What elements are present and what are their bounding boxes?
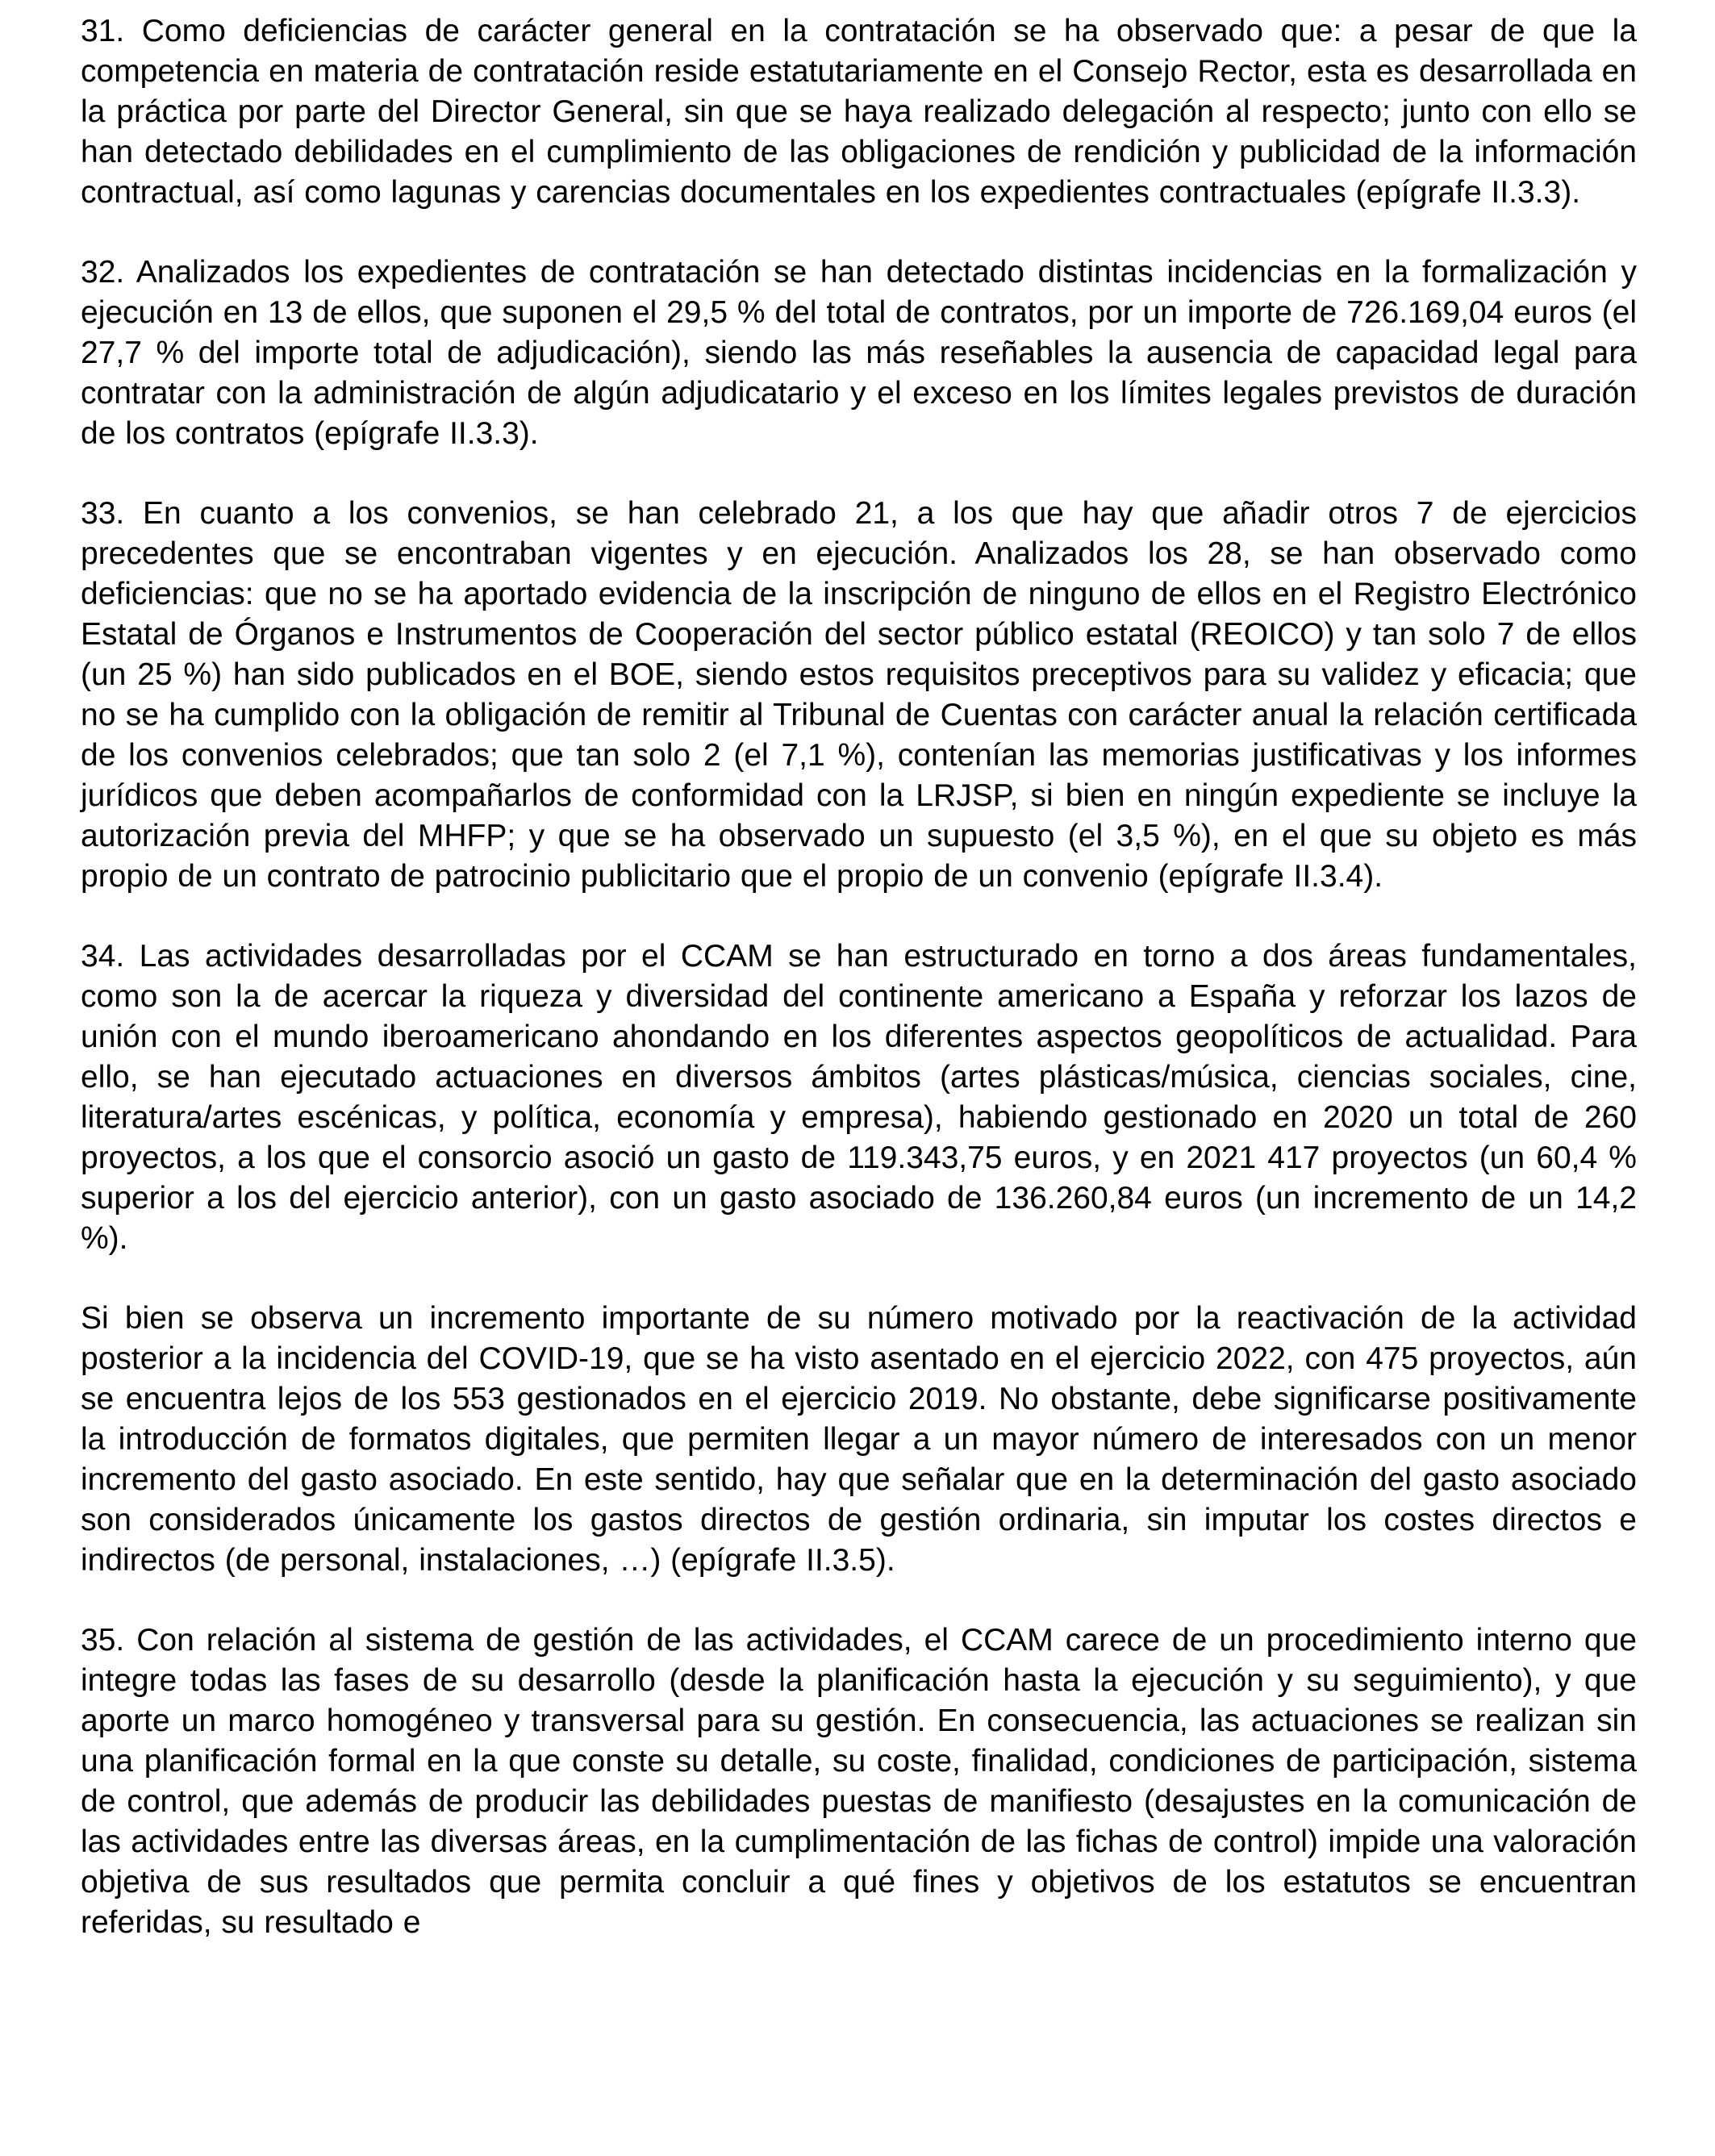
paragraph-34-continuation: Si bien se observa un incremento importante de su número motivado por la reactivación de la actividad posterior a la incidencia del COVID-19, que se ha visto asentado en el ejercicio 2022, con 475 proyectos, aún se encuentra lejos de los 553 gestionados en el ejercicio 2019. No obstante, debe significarse positivamente la introducción de formatos digitales, que permiten llegar a un mayor número de interesados con un menor incremento del gasto asociado. En este sentido, hay que señalar que en la determinación del gasto asociado son considerados únicamente los gastos directos de gestión ordinaria, sin imputar los costes directos e indirectos (de personal, instalaciones, …) (epígrafe II.3.5). xyxy=(81,1301,1637,1578)
paragraph-32: 32. Analizados los expedientes de contratación se han detectado distintas incidencias en la formalización y ejecución en 13 de ellos, que suponen el 29,5 % del total de contratos, por un importe de 726.169,04 euros (el 27,7 % del importe total de adjudicación), siendo las más reseñables la ausencia de capacidad legal para contratar con la administración de algún adjudicatario y el exceso en los límites legales previstos de duración de los contratos (epígrafe II.3.3). xyxy=(81,255,1637,451)
paragraph-33: 33. En cuanto a los convenios, se han celebrado 21, a los que hay que añadir otros 7 de ejercicios precedentes que se encontraban vigentes y en ejecución. Analizados los 28, se han observado como deficiencias: que no se ha aportado evidencia de la inscripción de ninguno de ellos en el Registro Electrónico Estatal de Órganos e Instrumentos de Cooperación del sector público estatal (REOICO) y tan solo 7 de ellos (un 25 %) han sido publicados en el BOE, siendo estos requisitos preceptivos para su validez y eficacia; que no se ha cumplido con la obligación de remitir al Tribunal de Cuentas con carácter anual la relación certificada de los convenios celebrados; que tan solo 2 (el 7,1 %), contenían las memorias justificativas y los informes jurídicos que deben acompañarlos de conformidad con la LRJSP, si bien en ningún expediente se incluye la autorización previa del MHFP; y que se ha observado un supuesto (el 3,5 %), en el que su objeto es más propio de un contrato de patrocinio publicitario que el propio de un convenio (epígrafe II.3.4). xyxy=(81,496,1637,894)
paragraph-35: 35. Con relación al sistema de gestión de las actividades, el CCAM carece de un procedimiento interno que integre todas las fases de su desarrollo (desde la planificación hasta la ejecución y su seguimiento), y que aporte un marco homogéneo y transversal para su gestión. En consecuencia, las actuaciones se realizan sin una planificación formal en la que conste su detalle, su coste, finalidad, condiciones de participación, sistema de control, que además de producir las debilidades puestas de manifiesto (desajustes en la comunicación de las actividades entre las diversas áreas, en la cumplimentación de las fichas de control) impide una valoración objetiva de sus resultados que permita concluir a qué fines y objetivos de los estatutos se encuentran referidas, su resultado e xyxy=(81,1623,1637,1940)
paragraph-34: 34. Las actividades desarrolladas por el CCAM se han estructurado en torno a dos áreas fundamentales, como son la de acercar la riqueza y diversidad del continente americano a España y reforzar los lazos de unión con el mundo iberoamericano ahondando en los diferentes aspectos geopolíticos de actualidad. Para ello, se han ejecutado actuaciones en diversos ámbitos (artes plásticas/música, ciencias sociales, cine, literatura/artes escénicas, y política, economía y empresa), habiendo gestionado en 2020 un total de 260 proyectos, a los que el consorcio asoció un gasto de 119.343,75 euros, y en 2021 417 proyectos (un 60,4 % superior a los del ejercicio anterior), con un gasto asociado de 136.260,84 euros (un incremento de un 14,2 %). xyxy=(81,939,1637,1256)
paragraph-31: 31. Como deficiencias de carácter general en la contratación se ha observado que: a pesar de que la competencia en materia de contratación reside estatutariamente en el Consejo Rector, esta es desarrollada en la práctica por parte del Director General, sin que se haya realizado delegación al respecto; junto con ello se han detectado debilidades en el cumplimiento de las obligaciones de rendición y publicidad de la información contractual, así como lagunas y carencias documentales en los expedientes contractuales (epígrafe II.3.3). xyxy=(81,14,1637,210)
